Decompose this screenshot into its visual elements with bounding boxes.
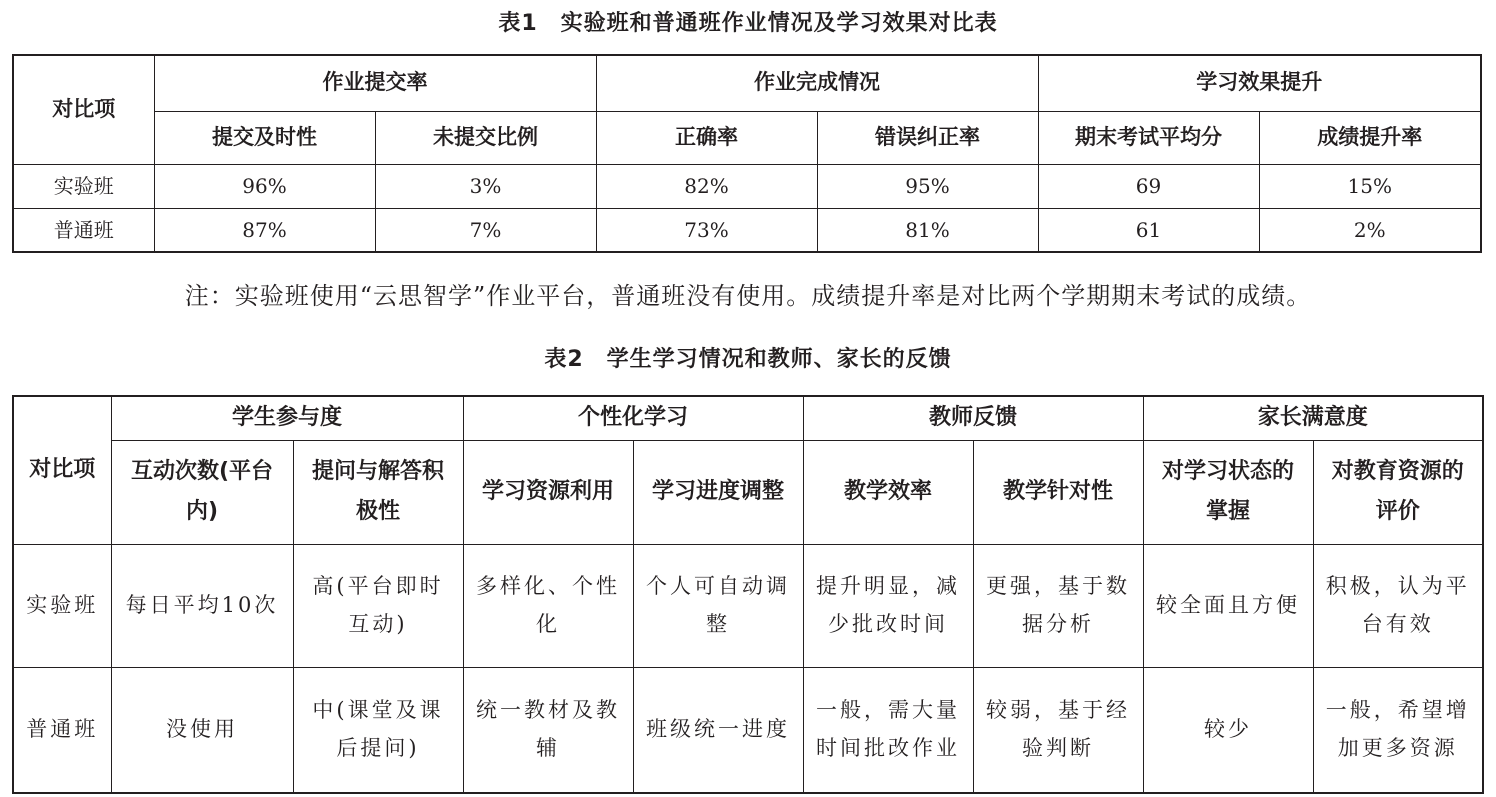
table1-group-header: 作业完成情况	[596, 55, 1038, 111]
table-cell-box	[111, 667, 293, 793]
table2-subheader: 对学习状态的掌握	[1162, 459, 1295, 524]
table2-header-row-sub	[13, 440, 1483, 544]
table1-subheader: 未提交比例	[375, 111, 596, 164]
table2-subheader-cell	[973, 440, 1143, 544]
table-cell: 个人可自动调整	[646, 573, 791, 636]
table2-subheader-cell	[463, 440, 633, 544]
table2-subheader: 学习进度调整	[652, 479, 785, 505]
table-cell: 提升明显，减少批改时间	[816, 573, 961, 636]
table1-group-header: 作业提交率	[154, 55, 596, 111]
table-row	[13, 208, 1481, 252]
table1-subheader: 提交及时性	[154, 111, 375, 164]
table1-group-header: 学习效果提升	[1038, 55, 1481, 111]
table-cell-box	[463, 544, 633, 667]
table1-corner-header: 对比项	[13, 55, 154, 164]
table-cell: 82%	[596, 164, 817, 208]
table1-subheader: 错误纠正率	[817, 111, 1038, 164]
table-cell: 7%	[375, 208, 596, 252]
table2-subheader-cell	[111, 440, 293, 544]
row-label: 普通班	[13, 667, 111, 793]
row-label: 实验班	[13, 544, 111, 667]
table2-group-header: 学生参与度	[111, 396, 463, 440]
table-cell: 较弱，基于经验判断	[986, 697, 1131, 760]
table-cell: 69	[1038, 164, 1259, 208]
table-row	[13, 544, 1483, 667]
table-cell: 87%	[154, 208, 375, 252]
table-cell-box	[633, 667, 803, 793]
table-cell: 较全面且方便	[1156, 592, 1301, 617]
table2-group-header: 教师反馈	[803, 396, 1143, 440]
table-cell: 73%	[596, 208, 817, 252]
table-row	[13, 667, 1483, 793]
table-cell-box	[973, 667, 1143, 793]
table-cell-box	[1143, 544, 1313, 667]
table-cell: 班级统一进度	[646, 716, 791, 741]
table2-subheader: 互动次数(平台内)	[130, 459, 274, 524]
table-cell: 61	[1038, 208, 1259, 252]
table1-caption: 表1 实验班和普通班作业情况及学习效果对比表	[498, 11, 998, 36]
table-cell: 95%	[817, 164, 1038, 208]
table2-subheader-cell	[1313, 440, 1483, 544]
table1-subheader: 成绩提升率	[1259, 111, 1481, 164]
table-cell: 更强，基于数据分析	[986, 573, 1131, 636]
table2-subheader: 对教育资源的评价	[1331, 459, 1464, 524]
table-cell: 高(平台即时互动)	[312, 573, 444, 636]
table2-group-header: 个性化学习	[463, 396, 803, 440]
table-row	[13, 164, 1481, 208]
table2-subheader-cell	[633, 440, 803, 544]
table-cell-box	[111, 544, 293, 667]
table1-header-row-sub	[13, 111, 1481, 164]
table2-caption: 表2 学生学习情况和教师、家长的反馈	[544, 347, 952, 372]
table-cell: 一般，需大量时间批改作业	[816, 697, 961, 760]
table-cell: 每日平均10次	[125, 592, 279, 617]
table-cell-box	[1143, 667, 1313, 793]
comparison-table-1	[12, 54, 1482, 253]
table-cell-box	[293, 667, 463, 793]
table-cell: 积极，认为平台有效	[1325, 573, 1470, 636]
table-cell: 没使用	[166, 716, 238, 741]
row-label: 实验班	[13, 164, 154, 208]
table-cell-box	[803, 667, 973, 793]
table2-subheader: 教学效率	[844, 479, 933, 505]
table-cell-box	[293, 544, 463, 667]
table2-header-row-groups	[13, 396, 1483, 440]
table-cell: 81%	[817, 208, 1038, 252]
table1-subheader: 正确率	[596, 111, 817, 164]
table1-header-row-groups	[13, 55, 1481, 111]
table-cell: 统一教材及教辅	[476, 697, 621, 760]
table-cell-box	[803, 544, 973, 667]
table-cell: 15%	[1259, 164, 1481, 208]
table-cell-box	[973, 544, 1143, 667]
table2-subheader: 教学针对性	[1003, 479, 1114, 505]
table-cell: 中(课堂及课后提问)	[312, 697, 444, 760]
table-cell: 一般，希望增加更多资源	[1325, 697, 1470, 760]
comparison-table-2	[12, 395, 1484, 794]
table-cell-box	[633, 544, 803, 667]
table-cell-box	[1313, 667, 1483, 793]
table-cell: 96%	[154, 164, 375, 208]
table-cell: 多样化、个性化	[476, 573, 621, 636]
table2-corner-header: 对比项	[13, 396, 111, 544]
table2-subheader: 学习资源利用	[482, 479, 615, 505]
table-cell-box	[463, 667, 633, 793]
table2-subheader-cell	[293, 440, 463, 544]
table-cell: 3%	[375, 164, 596, 208]
table1-subheader: 期末考试平均分	[1038, 111, 1259, 164]
table2-subheader-cell	[803, 440, 973, 544]
table-cell: 较少	[1204, 716, 1253, 741]
table-cell: 2%	[1259, 208, 1481, 252]
table2-group-header: 家长满意度	[1143, 396, 1483, 440]
table2-subheader-cell	[1143, 440, 1313, 544]
table1-note: 注：实验班使用“云思智学”作业平台，普通班没有使用。成绩提升率是对比两个学期期末考试的成绩。	[184, 282, 1312, 310]
row-label: 普通班	[13, 208, 154, 252]
table-cell-box	[1313, 544, 1483, 667]
table2-subheader: 提问与解答积极性	[312, 459, 445, 524]
